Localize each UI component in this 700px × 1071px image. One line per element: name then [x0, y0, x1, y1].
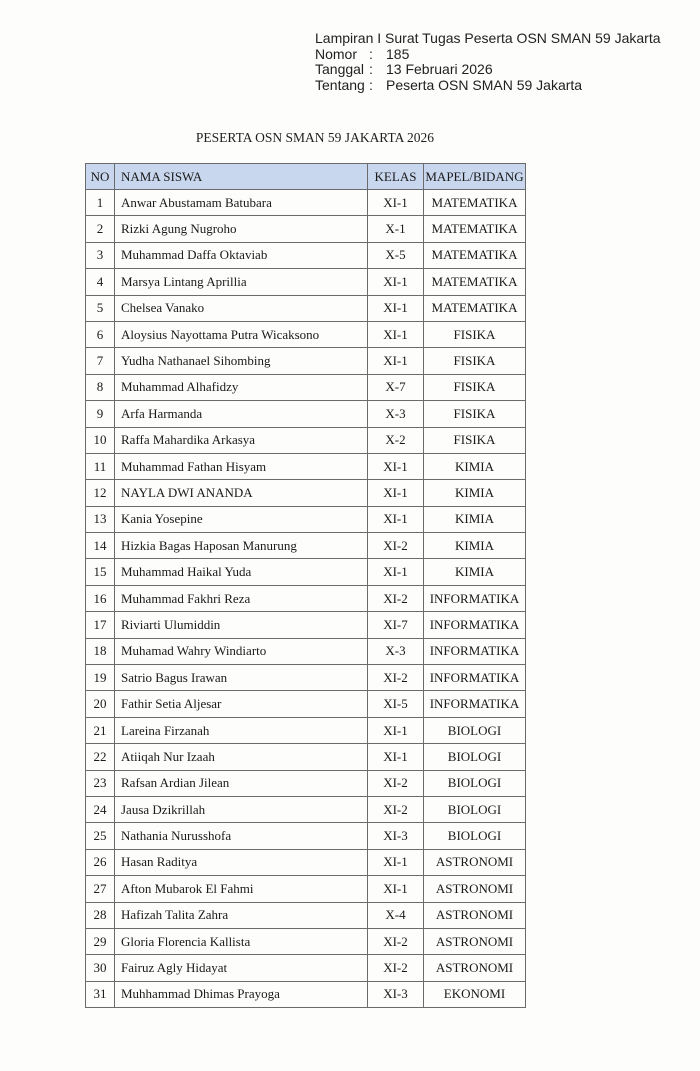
header-kelas: KELAS [368, 164, 424, 190]
row-kelas: XI-2 [368, 770, 424, 796]
row-kelas: XI-1 [368, 348, 424, 374]
table-row [86, 612, 526, 638]
table-row [86, 638, 526, 664]
row-name: Hafizah Talita Zahra [115, 902, 368, 928]
table-row [86, 796, 526, 822]
row-kelas: XI-1 [368, 321, 424, 347]
row-mapel: FISIKA [424, 348, 526, 374]
tentang-colon: : [369, 76, 373, 93]
row-mapel: INFORMATIKA [424, 691, 526, 717]
row-mapel: ASTRONOMI [424, 876, 526, 902]
row-mapel: INFORMATIKA [424, 585, 526, 611]
row-no: 13 [86, 506, 115, 532]
tanggal-line [315, 62, 661, 78]
row-no: 24 [86, 796, 115, 822]
row-kelas: XI-1 [368, 744, 424, 770]
row-name: NAYLA DWI ANANDA [115, 480, 368, 506]
row-mapel: FISIKA [424, 401, 526, 427]
table-row [86, 401, 526, 427]
row-kelas: XI-1 [368, 453, 424, 479]
letter-header [315, 31, 661, 93]
table-row [86, 744, 526, 770]
row-name: Satrio Bagus Irawan [115, 665, 368, 691]
row-mapel: FISIKA [424, 321, 526, 347]
nomor-line [315, 47, 661, 63]
row-mapel: BIOLOGI [424, 770, 526, 796]
row-kelas: X-2 [368, 427, 424, 453]
table-row [86, 506, 526, 532]
row-mapel: FISIKA [424, 427, 526, 453]
row-name: Riviarti Ulumiddin [115, 612, 368, 638]
tentang-line [315, 78, 661, 94]
row-mapel: ASTRONOMI [424, 902, 526, 928]
row-kelas: XI-1 [368, 506, 424, 532]
row-name: Fairuz Agly Hidayat [115, 955, 368, 981]
row-no: 27 [86, 876, 115, 902]
row-mapel: KIMIA [424, 559, 526, 585]
row-no: 23 [86, 770, 115, 796]
row-no: 17 [86, 612, 115, 638]
table-row [86, 216, 526, 242]
row-name: Muhhammad Dhimas Prayoga [115, 981, 368, 1007]
row-no: 30 [86, 955, 115, 981]
row-name: Yudha Nathanael Sihombing [115, 348, 368, 374]
row-mapel: MATEMATIKA [424, 190, 526, 216]
row-mapel: INFORMATIKA [424, 638, 526, 664]
table-row [86, 691, 526, 717]
row-no: 12 [86, 480, 115, 506]
row-no: 16 [86, 585, 115, 611]
document-title-text: PESERTA OSN SMAN 59 JAKARTA 2026 [195, 130, 435, 145]
row-name: Marsya Lintang Aprillia [115, 269, 368, 295]
row-no: 29 [86, 928, 115, 954]
row-name: Arfa Harmanda [115, 401, 368, 427]
row-no: 7 [86, 348, 115, 374]
row-no: 5 [86, 295, 115, 321]
row-kelas: XI-1 [368, 559, 424, 585]
row-name: Afton Mubarok El Fahmi [115, 876, 368, 902]
row-name: Rafsan Ardian Jilean [115, 770, 368, 796]
tanggal-value: 13 Februari 2026 [386, 61, 493, 77]
row-name: Muhamad Wahry Windiarto [115, 638, 368, 664]
table-row [86, 533, 526, 559]
row-mapel: KIMIA [424, 533, 526, 559]
row-name: Kania Yosepine [115, 506, 368, 532]
nomor-colon: : [369, 45, 373, 62]
tentang-value: Peserta OSN SMAN 59 Jakarta [386, 76, 583, 93]
row-name: Raffa Mahardika Arkasya [115, 427, 368, 453]
row-name: Lareina Firzanah [115, 717, 368, 743]
row-name: Anwar Abustamam Batubara [115, 190, 368, 216]
row-mapel: KIMIA [424, 506, 526, 532]
row-no: 18 [86, 638, 115, 664]
row-name: Muhammad Haikal Yuda [115, 559, 368, 585]
row-mapel: KIMIA [424, 480, 526, 506]
row-no: 10 [86, 427, 115, 453]
table-body [86, 190, 526, 1008]
row-no: 8 [86, 374, 115, 400]
row-mapel: ASTRONOMI [424, 928, 526, 954]
row-no: 4 [86, 269, 115, 295]
row-kelas: XI-2 [368, 665, 424, 691]
row-no: 28 [86, 902, 115, 928]
table-row [86, 269, 526, 295]
row-no: 20 [86, 691, 115, 717]
row-kelas: X-3 [368, 401, 424, 427]
table-header-row [86, 164, 526, 190]
row-kelas: XI-5 [368, 691, 424, 717]
row-kelas: XI-1 [368, 876, 424, 902]
row-no: 1 [86, 190, 115, 216]
row-name: Muhammad Fathan Hisyam [115, 453, 368, 479]
table-row [86, 190, 526, 216]
row-kelas: XI-7 [368, 612, 424, 638]
row-kelas: XI-1 [368, 717, 424, 743]
row-mapel: INFORMATIKA [424, 612, 526, 638]
row-mapel: BIOLOGI [424, 823, 526, 849]
row-no: 25 [86, 823, 115, 849]
row-name: Aloysius Nayottama Putra Wicaksono [115, 321, 368, 347]
row-name: Nathania Nurusshofa [115, 823, 368, 849]
row-no: 15 [86, 559, 115, 585]
row-kelas: XI-3 [368, 823, 424, 849]
row-kelas: XI-1 [368, 190, 424, 216]
row-kelas: XI-3 [368, 981, 424, 1007]
table-row [86, 585, 526, 611]
row-no: 14 [86, 533, 115, 559]
lampiran-line [315, 31, 661, 47]
row-mapel: BIOLOGI [424, 796, 526, 822]
table-row [86, 242, 526, 268]
header-mapel: MAPEL/BIDANG [424, 164, 526, 190]
table-row [86, 480, 526, 506]
row-no: 19 [86, 665, 115, 691]
row-kelas: XI-1 [368, 480, 424, 506]
row-kelas: XI-2 [368, 928, 424, 954]
row-mapel: MATEMATIKA [424, 269, 526, 295]
row-mapel: BIOLOGI [424, 744, 526, 770]
row-no: 2 [86, 216, 115, 242]
row-kelas: XI-2 [368, 585, 424, 611]
row-name: Jausa Dzikrillah [115, 796, 368, 822]
table-row [86, 849, 526, 875]
row-kelas: X-4 [368, 902, 424, 928]
row-no: 11 [86, 453, 115, 479]
row-mapel: MATEMATIKA [424, 295, 526, 321]
table-row [86, 928, 526, 954]
row-name: Hizkia Bagas Haposan Manurung [115, 533, 368, 559]
table-row [86, 955, 526, 981]
row-mapel: BIOLOGI [424, 717, 526, 743]
table-row [86, 902, 526, 928]
row-no: 9 [86, 401, 115, 427]
row-name: Muhammad Fakhri Reza [115, 585, 368, 611]
nomor-value: 185 [386, 45, 410, 62]
row-mapel: MATEMATIKA [424, 216, 526, 242]
row-mapel: KIMIA [424, 453, 526, 479]
row-name: Fathir Setia Aljesar [115, 691, 368, 717]
row-no: 26 [86, 849, 115, 875]
row-mapel: FISIKA [424, 374, 526, 400]
row-name: Atiiqah Nur Izaah [115, 744, 368, 770]
row-mapel: ASTRONOMI [424, 849, 526, 875]
table-row [86, 295, 526, 321]
row-kelas: XI-2 [368, 533, 424, 559]
row-no: 6 [86, 321, 115, 347]
row-mapel: EKONOMI [424, 981, 526, 1007]
row-name: Muhammad Alhafidzy [115, 374, 368, 400]
table-row [86, 559, 526, 585]
row-name: Hasan Raditya [115, 849, 368, 875]
row-kelas: XI-2 [368, 955, 424, 981]
row-no: 31 [86, 981, 115, 1007]
row-name: Rizki Agung Nugroho [115, 216, 368, 242]
row-kelas: XI-2 [368, 796, 424, 822]
row-kelas: X-1 [368, 216, 424, 242]
tentang-label: Tentang [315, 76, 365, 93]
row-no: 21 [86, 717, 115, 743]
nomor-label: Nomor [315, 45, 358, 62]
tanggal-colon: : [369, 61, 373, 77]
tanggal-label: Tanggal [315, 61, 365, 77]
row-kelas: X-5 [368, 242, 424, 268]
row-mapel: ASTRONOMI [424, 955, 526, 981]
row-kelas: X-3 [368, 638, 424, 664]
table-row [86, 348, 526, 374]
row-name: Gloria Florencia Kallista [115, 928, 368, 954]
row-kelas: X-7 [368, 374, 424, 400]
table-row [86, 717, 526, 743]
row-kelas: XI-1 [368, 295, 424, 321]
table-row [86, 876, 526, 902]
row-kelas: XI-1 [368, 849, 424, 875]
table-row [86, 823, 526, 849]
table-row [86, 770, 526, 796]
row-mapel: MATEMATIKA [424, 242, 526, 268]
row-no: 22 [86, 744, 115, 770]
row-name: Chelsea Vanako [115, 295, 368, 321]
participants-table [85, 163, 526, 1008]
row-kelas: XI-1 [368, 269, 424, 295]
header-no: NO [86, 164, 115, 190]
table-row [86, 453, 526, 479]
row-mapel: INFORMATIKA [424, 665, 526, 691]
table-row [86, 981, 526, 1007]
table-row [86, 427, 526, 453]
header-name: NAMA SISWA [115, 164, 368, 190]
table-row [86, 321, 526, 347]
row-name: Muhammad Daffa Oktaviab [115, 242, 368, 268]
table-row [86, 665, 526, 691]
document-title [0, 130, 630, 146]
table-row [86, 374, 526, 400]
lampiran-text: Lampiran I Surat Tugas Peserta OSN SMAN 59 Jakarta [315, 30, 661, 46]
row-no: 3 [86, 242, 115, 268]
